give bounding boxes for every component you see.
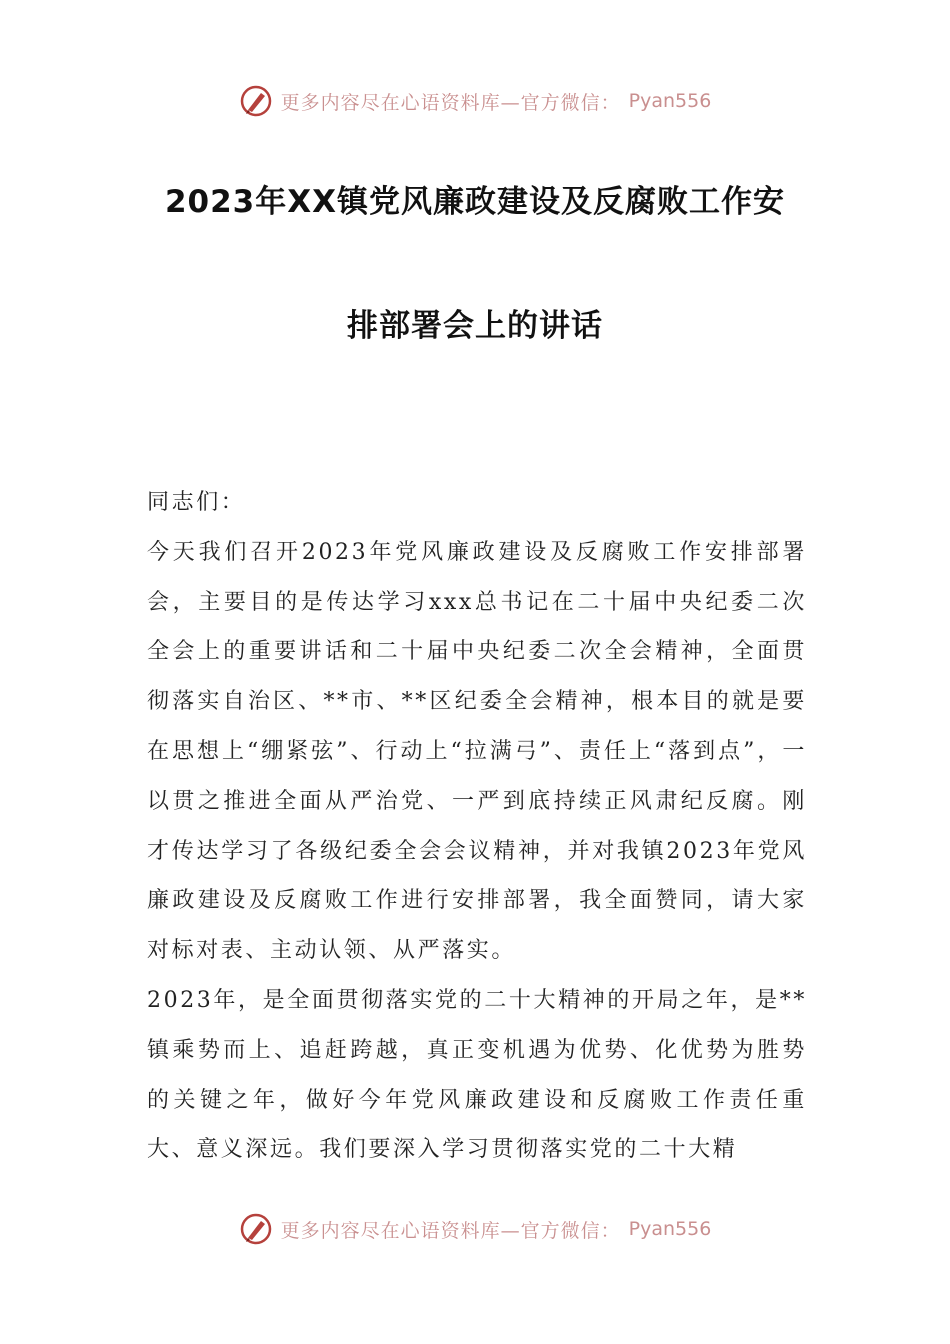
paragraph-1: 今天我们召开2023年党风廉政建设及反腐败工作安排部署会，主要目的是传达学习xxx总书记在二十届中央纪委二次全会上的重要讲话和二十届中央纪委二次全会精神，全面贯彻落实自治区、**市、**区纪委全会精神，根本目的就是要在思想上“绷紧弦”、行动上“拉满弓”、责任上“落到点”，一以贯之推进全面从严治党、一严到底持续正风肃纪反腐。刚才传达学习了各级纪委全会会议精神，并对我镇2023年党风廉政建设及反腐败工作进行安排部署，我全面赞同，请大家对标对表、主动认领、从严落实。 (147, 539, 807, 964)
document-title-line-1: 2023年XX镇党风廉政建设及反腐败工作安 (164, 184, 786, 220)
watermark-wechat-id: Pyan556 (628, 1218, 712, 1240)
watermark-text: 更多内容尽在心语资料库—官方微信： (280, 1219, 621, 1242)
watermark-text: 更多内容尽在心语资料库—官方微信： (280, 91, 621, 114)
document-title-line-2: 排部署会上的讲话 (347, 308, 603, 344)
salutation: 同志们： (147, 490, 246, 515)
pen-logo-icon (239, 84, 273, 118)
document-body (147, 478, 807, 1175)
watermark-wechat-id: Pyan556 (628, 90, 712, 112)
watermark-header (0, 84, 950, 118)
pen-logo-icon (239, 1212, 273, 1246)
watermark-footer (0, 1212, 950, 1246)
paragraph-2: 2023年，是全面贯彻落实党的二十大精神的开局之年，是**镇乘势而上、追赶跨越，真正变机遇为优势、化优势为胜势的关键之年，做好今年党风廉政建设和反腐败工作责任重大、意义深远。我们要深入学习贯彻落实党的二十大精 (147, 987, 807, 1163)
